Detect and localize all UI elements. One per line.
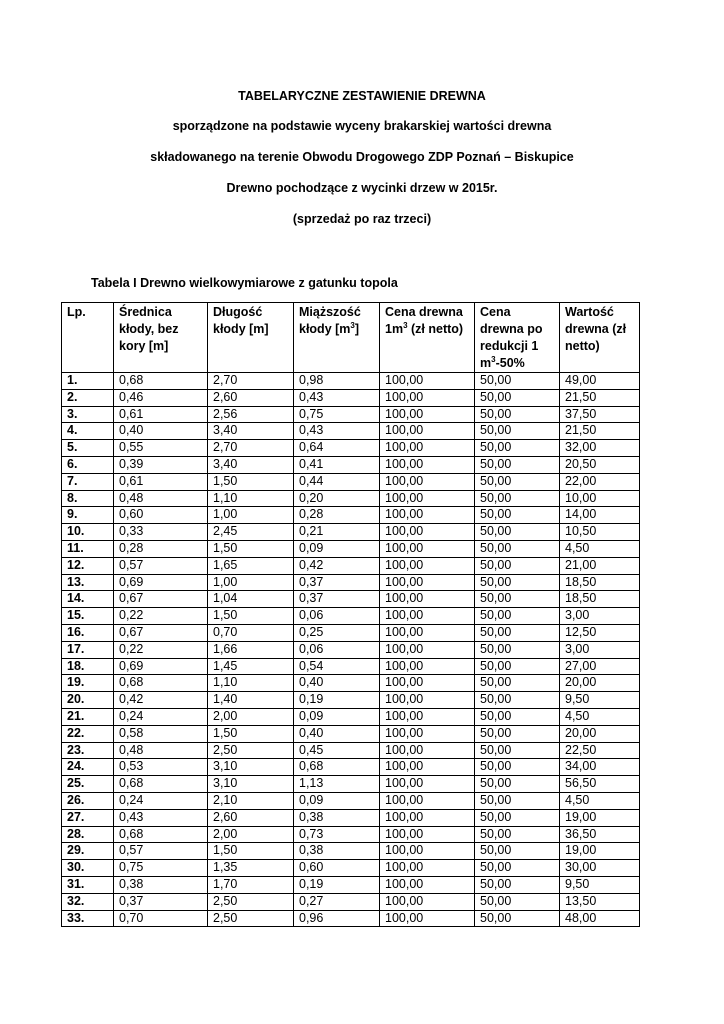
cell-length: 1,65 [208,557,294,574]
cell-length: 1,35 [208,860,294,877]
cell-value: 18,50 [560,591,640,608]
cell-lp: 5. [62,440,114,457]
table-row [62,406,640,423]
cell-price: 100,00 [380,876,475,893]
table-row [62,574,640,591]
cell-volume: 0,73 [294,826,380,843]
cell-length: 1,00 [208,507,294,524]
cell-reduced-price: 50,00 [475,608,560,625]
cell-price: 100,00 [380,608,475,625]
cell-lp: 17. [62,641,114,658]
cell-value: 20,50 [560,456,640,473]
cell-value: 14,00 [560,507,640,524]
cell-value: 13,50 [560,893,640,910]
table-row [62,692,640,709]
document-subtitle-3: Drewno pochodzące z wycinki drzew w 2015r. [226,181,498,195]
cell-volume: 0,38 [294,809,380,826]
table-row [62,624,640,641]
table-row [62,490,640,507]
cell-value: 48,00 [560,910,640,927]
cell-price: 100,00 [380,910,475,927]
document-subtitle-1: sporządzone na podstawie wyceny brakarskiej wartości drewna [172,119,552,133]
cell-value: 20,00 [560,725,640,742]
cell-price: 100,00 [380,389,475,406]
col-header-length [208,303,294,373]
cell-length: 3,10 [208,776,294,793]
table-row [62,893,640,910]
cell-diameter: 0,57 [114,557,208,574]
cell-lp: 23. [62,742,114,759]
cell-value: 12,50 [560,624,640,641]
cell-diameter: 0,69 [114,574,208,591]
table-row [62,910,640,927]
cell-diameter: 0,68 [114,826,208,843]
cell-value: 3,00 [560,608,640,625]
cell-price: 100,00 [380,624,475,641]
cell-length: 0,70 [208,624,294,641]
col-header-value [560,303,640,373]
cell-lp: 14. [62,591,114,608]
cell-volume: 0,20 [294,490,380,507]
cell-value: 9,50 [560,876,640,893]
cell-volume: 0,38 [294,843,380,860]
cell-diameter: 0,43 [114,809,208,826]
col-header-volume-end: ] [354,322,360,336]
cell-value: 49,00 [560,373,640,390]
cell-length: 3,40 [208,423,294,440]
table-row [62,708,640,725]
cell-price: 100,00 [380,456,475,473]
cell-lp: 4. [62,423,114,440]
cell-reduced-price: 50,00 [475,675,560,692]
cell-price: 100,00 [380,574,475,591]
table-row [62,843,640,860]
cell-value: 9,50 [560,692,640,709]
cell-price: 100,00 [380,373,475,390]
cell-lp: 25. [62,776,114,793]
cell-length: 1,00 [208,574,294,591]
cell-value: 22,50 [560,742,640,759]
cell-lp: 9. [62,507,114,524]
cell-price: 100,00 [380,440,475,457]
cell-reduced-price: 50,00 [475,540,560,557]
cell-price: 100,00 [380,675,475,692]
cell-value: 37,50 [560,406,640,423]
col-header-price-text: Cena drewna 1m [385,305,463,336]
cell-volume: 0,41 [294,456,380,473]
cell-length: 2,00 [208,826,294,843]
table-row [62,440,640,457]
col-header-reduced-price [475,303,560,373]
cell-lp: 12. [62,557,114,574]
cell-value: 56,50 [560,776,640,793]
table-row [62,725,640,742]
table-row [62,591,640,608]
cell-price: 100,00 [380,860,475,877]
cell-volume: 0,19 [294,692,380,709]
cell-lp: 18. [62,658,114,675]
cell-reduced-price: 50,00 [475,658,560,675]
cell-length: 2,45 [208,524,294,541]
cell-volume: 0,37 [294,574,380,591]
cell-length: 2,50 [208,893,294,910]
cell-volume: 0,75 [294,406,380,423]
cell-diameter: 0,70 [114,910,208,927]
table-row [62,675,640,692]
cell-reduced-price: 50,00 [475,423,560,440]
table-row [62,792,640,809]
cell-reduced-price: 50,00 [475,910,560,927]
cell-volume: 0,45 [294,742,380,759]
cell-reduced-price: 50,00 [475,809,560,826]
cell-diameter: 0,38 [114,876,208,893]
cell-volume: 1,13 [294,776,380,793]
cell-diameter: 0,68 [114,373,208,390]
table-row [62,507,640,524]
cell-price: 100,00 [380,708,475,725]
cell-length: 1,70 [208,876,294,893]
cell-price: 100,00 [380,473,475,490]
cell-reduced-price: 50,00 [475,893,560,910]
cell-length: 2,70 [208,440,294,457]
cell-diameter: 0,61 [114,406,208,423]
cell-value: 21,50 [560,389,640,406]
col-header-reduced-sup: 3 [491,354,496,364]
cell-length: 2,00 [208,708,294,725]
cell-lp: 20. [62,692,114,709]
cell-volume: 0,44 [294,473,380,490]
cell-reduced-price: 50,00 [475,843,560,860]
cell-value: 10,50 [560,524,640,541]
cell-price: 100,00 [380,557,475,574]
cell-value: 32,00 [560,440,640,457]
cell-reduced-price: 50,00 [475,591,560,608]
cell-volume: 0,60 [294,860,380,877]
col-header-volume-sup: 3 [350,320,355,330]
table-row [62,826,640,843]
cell-price: 100,00 [380,406,475,423]
cell-value: 10,00 [560,490,640,507]
cell-reduced-price: 50,00 [475,860,560,877]
cell-length: 2,50 [208,742,294,759]
cell-price: 100,00 [380,524,475,541]
cell-diameter: 0,22 [114,641,208,658]
cell-reduced-price: 50,00 [475,406,560,423]
cell-lp: 26. [62,792,114,809]
col-header-volume [294,303,380,373]
cell-price: 100,00 [380,540,475,557]
cell-value: 20,00 [560,675,640,692]
cell-reduced-price: 50,00 [475,692,560,709]
table-row [62,423,640,440]
cell-length: 1,10 [208,490,294,507]
cell-volume: 0,98 [294,373,380,390]
cell-reduced-price: 50,00 [475,792,560,809]
cell-volume: 0,40 [294,675,380,692]
cell-length: 1,66 [208,641,294,658]
col-header-reduced-text: Cena drewna po redukcji 1 m [480,305,543,370]
wood-table [61,302,640,927]
col-header-diameter-text: Średnica kłody, bez kory [m] [119,305,179,353]
cell-volume: 0,43 [294,423,380,440]
cell-reduced-price: 50,00 [475,776,560,793]
cell-lp: 10. [62,524,114,541]
cell-diameter: 0,48 [114,742,208,759]
cell-price: 100,00 [380,893,475,910]
cell-diameter: 0,37 [114,893,208,910]
cell-length: 1,40 [208,692,294,709]
cell-reduced-price: 50,00 [475,725,560,742]
cell-lp: 13. [62,574,114,591]
cell-diameter: 0,75 [114,860,208,877]
cell-reduced-price: 50,00 [475,490,560,507]
cell-volume: 0,68 [294,759,380,776]
cell-value: 34,00 [560,759,640,776]
cell-price: 100,00 [380,507,475,524]
cell-diameter: 0,42 [114,692,208,709]
cell-diameter: 0,68 [114,776,208,793]
cell-reduced-price: 50,00 [475,557,560,574]
document-subtitle-2: składowanego na terenie Obwodu Drogowego ZDP Poznań – Biskupice [150,150,574,164]
cell-reduced-price: 50,00 [475,708,560,725]
cell-length: 1,10 [208,675,294,692]
cell-lp: 16. [62,624,114,641]
cell-diameter: 0,24 [114,792,208,809]
cell-diameter: 0,39 [114,456,208,473]
table-row [62,809,640,826]
cell-lp: 29. [62,843,114,860]
table-row [62,608,640,625]
cell-length: 2,56 [208,406,294,423]
cell-reduced-price: 50,00 [475,389,560,406]
cell-lp: 8. [62,490,114,507]
table-row [62,557,640,574]
table-row [62,742,640,759]
cell-lp: 22. [62,725,114,742]
cell-lp: 27. [62,809,114,826]
cell-diameter: 0,33 [114,524,208,541]
col-header-lp-text: Lp. [67,305,86,319]
cell-diameter: 0,69 [114,658,208,675]
table-row [62,473,640,490]
cell-lp: 1. [62,373,114,390]
cell-price: 100,00 [380,826,475,843]
cell-value: 4,50 [560,708,640,725]
cell-volume: 0,27 [294,893,380,910]
table-row [62,658,640,675]
cell-length: 1,04 [208,591,294,608]
cell-length: 2,60 [208,389,294,406]
cell-reduced-price: 50,00 [475,524,560,541]
cell-reduced-price: 50,00 [475,456,560,473]
cell-volume: 0,21 [294,524,380,541]
cell-value: 21,00 [560,557,640,574]
cell-length: 1,50 [208,473,294,490]
cell-price: 100,00 [380,423,475,440]
cell-lp: 19. [62,675,114,692]
cell-length: 1,50 [208,608,294,625]
cell-length: 1,50 [208,540,294,557]
cell-volume: 0,09 [294,540,380,557]
cell-diameter: 0,40 [114,423,208,440]
cell-volume: 0,28 [294,507,380,524]
cell-volume: 0,25 [294,624,380,641]
col-header-reduced-end: -50% [495,356,525,370]
cell-length: 2,60 [208,809,294,826]
cell-volume: 0,54 [294,658,380,675]
document-subtitle-4: (sprzedaż po raz trzeci) [292,212,432,226]
cell-length: 2,10 [208,792,294,809]
col-header-price-end: (zł netto) [407,322,464,336]
cell-reduced-price: 50,00 [475,624,560,641]
cell-value: 18,50 [560,574,640,591]
cell-price: 100,00 [380,725,475,742]
cell-volume: 0,19 [294,876,380,893]
col-header-diameter [114,303,208,373]
cell-length: 2,50 [208,910,294,927]
cell-volume: 0,64 [294,440,380,457]
cell-lp: 31. [62,876,114,893]
cell-diameter: 0,48 [114,490,208,507]
cell-length: 1,50 [208,843,294,860]
cell-volume: 0,09 [294,792,380,809]
cell-value: 19,00 [560,809,640,826]
cell-reduced-price: 50,00 [475,440,560,457]
cell-price: 100,00 [380,742,475,759]
cell-price: 100,00 [380,792,475,809]
cell-diameter: 0,22 [114,608,208,625]
cell-volume: 0,43 [294,389,380,406]
cell-volume: 0,42 [294,557,380,574]
cell-volume: 0,40 [294,725,380,742]
table-body [62,373,640,927]
cell-diameter: 0,68 [114,675,208,692]
cell-lp: 3. [62,406,114,423]
cell-reduced-price: 50,00 [475,574,560,591]
table-row [62,860,640,877]
cell-lp: 21. [62,708,114,725]
table-row [62,759,640,776]
cell-lp: 2. [62,389,114,406]
col-header-price [380,303,475,373]
cell-value: 19,00 [560,843,640,860]
cell-price: 100,00 [380,591,475,608]
cell-lp: 7. [62,473,114,490]
cell-volume: 0,06 [294,641,380,658]
cell-price: 100,00 [380,490,475,507]
cell-reduced-price: 50,00 [475,826,560,843]
cell-volume: 0,09 [294,708,380,725]
table-row [62,389,640,406]
cell-value: 30,00 [560,860,640,877]
table-row [62,456,640,473]
cell-diameter: 0,57 [114,843,208,860]
cell-length: 1,50 [208,725,294,742]
cell-diameter: 0,28 [114,540,208,557]
cell-diameter: 0,67 [114,624,208,641]
cell-diameter: 0,61 [114,473,208,490]
cell-length: 2,70 [208,373,294,390]
cell-lp: 32. [62,893,114,910]
cell-length: 1,45 [208,658,294,675]
table-row [62,776,640,793]
cell-lp: 33. [62,910,114,927]
cell-volume: 0,96 [294,910,380,927]
cell-diameter: 0,53 [114,759,208,776]
cell-diameter: 0,55 [114,440,208,457]
cell-lp: 11. [62,540,114,557]
table-row [62,641,640,658]
cell-lp: 30. [62,860,114,877]
cell-lp: 6. [62,456,114,473]
cell-length: 3,10 [208,759,294,776]
cell-diameter: 0,58 [114,725,208,742]
cell-value: 36,50 [560,826,640,843]
cell-price: 100,00 [380,776,475,793]
cell-volume: 0,06 [294,608,380,625]
table-row [62,540,640,557]
cell-value: 4,50 [560,540,640,557]
cell-reduced-price: 50,00 [475,373,560,390]
cell-reduced-price: 50,00 [475,641,560,658]
document-title: TABELARYCZNE ZESTAWIENIE DREWNA [238,89,486,103]
cell-reduced-price: 50,00 [475,759,560,776]
cell-reduced-price: 50,00 [475,507,560,524]
cell-lp: 24. [62,759,114,776]
cell-reduced-price: 50,00 [475,876,560,893]
cell-diameter: 0,67 [114,591,208,608]
table-header-row [62,303,640,373]
table-row [62,373,640,390]
cell-value: 22,00 [560,473,640,490]
col-header-price-sup: 3 [403,320,408,330]
col-header-value-text: Wartość drewna (zł netto) [565,305,627,353]
col-header-length-text: Długość kłody [m] [213,305,269,336]
cell-diameter: 0,60 [114,507,208,524]
cell-reduced-price: 50,00 [475,742,560,759]
cell-value: 4,50 [560,792,640,809]
cell-diameter: 0,24 [114,708,208,725]
cell-price: 100,00 [380,658,475,675]
cell-value: 21,50 [560,423,640,440]
cell-lp: 15. [62,608,114,625]
cell-lp: 28. [62,826,114,843]
cell-length: 3,40 [208,456,294,473]
cell-reduced-price: 50,00 [475,473,560,490]
cell-price: 100,00 [380,809,475,826]
cell-diameter: 0,46 [114,389,208,406]
cell-price: 100,00 [380,843,475,860]
cell-value: 3,00 [560,641,640,658]
table-caption: Tabela I Drewno wielkowymiarowe z gatunku topola [91,276,398,290]
cell-price: 100,00 [380,692,475,709]
cell-price: 100,00 [380,759,475,776]
col-header-volume-text: Miąższość kłody [m [299,305,361,336]
cell-value: 27,00 [560,658,640,675]
table-row [62,524,640,541]
cell-volume: 0,37 [294,591,380,608]
table-row [62,876,640,893]
cell-price: 100,00 [380,641,475,658]
col-header-lp [62,303,114,373]
